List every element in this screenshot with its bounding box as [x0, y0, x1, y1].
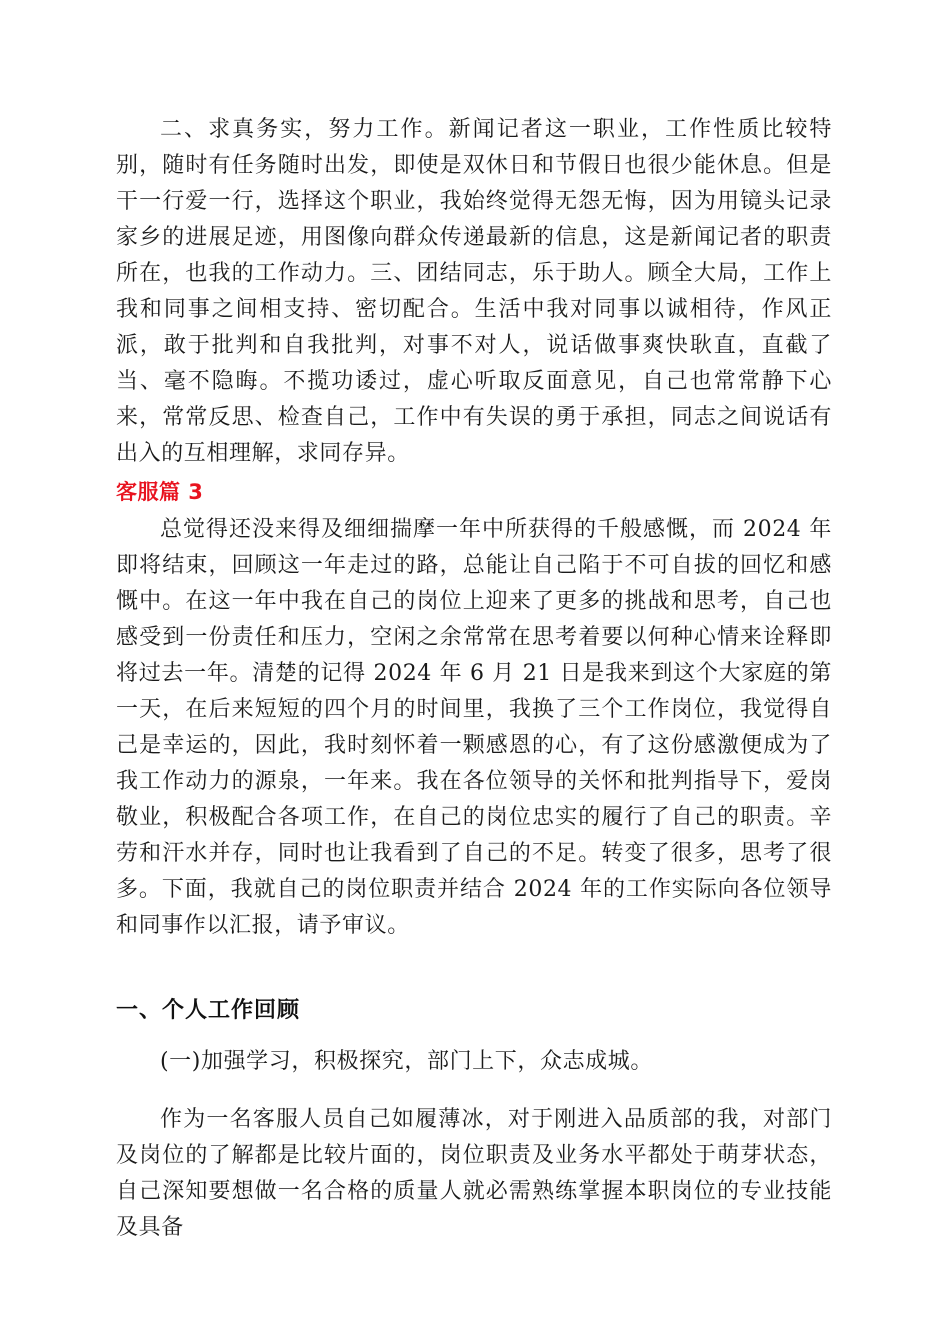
paragraph-year-review: 总觉得还没来得及细细揣摩一年中所获得的千般感慨，而 2024 年即将结束，回顾这一年走过的路，总能让自己陷于不可自拔的回忆和感慨中。在这一年中我在自己的岗位上迎来了更多的挑战和思考，自己也感受到一份责任和压力，空闲之余常常在思考着要以何种心情来诠释即将过去一年。清楚的记得 2024 年 6 月 21 日是我来到这个大家庭的第一天，在后来短短的四个月的时间里，我换了三个工作岗位，我觉得自己是幸运的，因此，我时刻怀着一颗感恩的心，有了这份感激便成为了我工作动力的源泉，一年来。我在各位领导的关怀和批判指导下，爱岗敬业，积极配合各项工作，在自己的岗位忠实的履行了自己的职责。辛劳和汗水并存，同时也让我看到了自己的不足。转变了很多，思考了很多。下面，我就自己的岗位职责并结合 2024 年的工作实际向各位领导和同事作以汇报，请予审议。 — [116, 517, 832, 938]
paragraph-work-attitude: 二、求真务实，努力工作。新闻记者这一职业，工作性质比较特别，随时有任务随时出发，即使是双休日和节假日也很少能休息。但是干一行爱一行，选择这个职业，我始终觉得无怨无悔，因为用镜头记录家乡的进展足迹，用图像向群众传递最新的信息，这是新闻记者的职责所在，也我的工作动力。三、团结同志，乐于助人。顾全大局，工作上我和同事之间相支持、密切配合。生活中我对同事以诚相待，作风正派，敢于批判和自我批判，对事不对人，说话做事爽快耿直，直截了当、毫不隐晦。不揽功诿过，虚心听取反面意见，自己也常常静下心来，常常反思、检查自己，工作中有失误的勇于承担，同志之间说话有出入的互相理解，求同存异。 — [116, 117, 832, 466]
subheading-learning: (一)加强学习，积极探究，部门上下，众志成城。 — [160, 1049, 653, 1074]
heading-personal-review: 一、个人工作回顾 — [116, 998, 301, 1023]
section-title: 客服篇 3 — [116, 480, 204, 504]
paragraph-customer-service: 作为一名客服人员自己如履薄冰，对于刚进入品质部的我，对部门及岗位的了解都是比较片面的，岗位职责及业务水平都处于萌芽状态，自己深知要想做一名合格的质量人就必需熟练掌握本职岗位的专业技能及具备 — [116, 1107, 832, 1240]
